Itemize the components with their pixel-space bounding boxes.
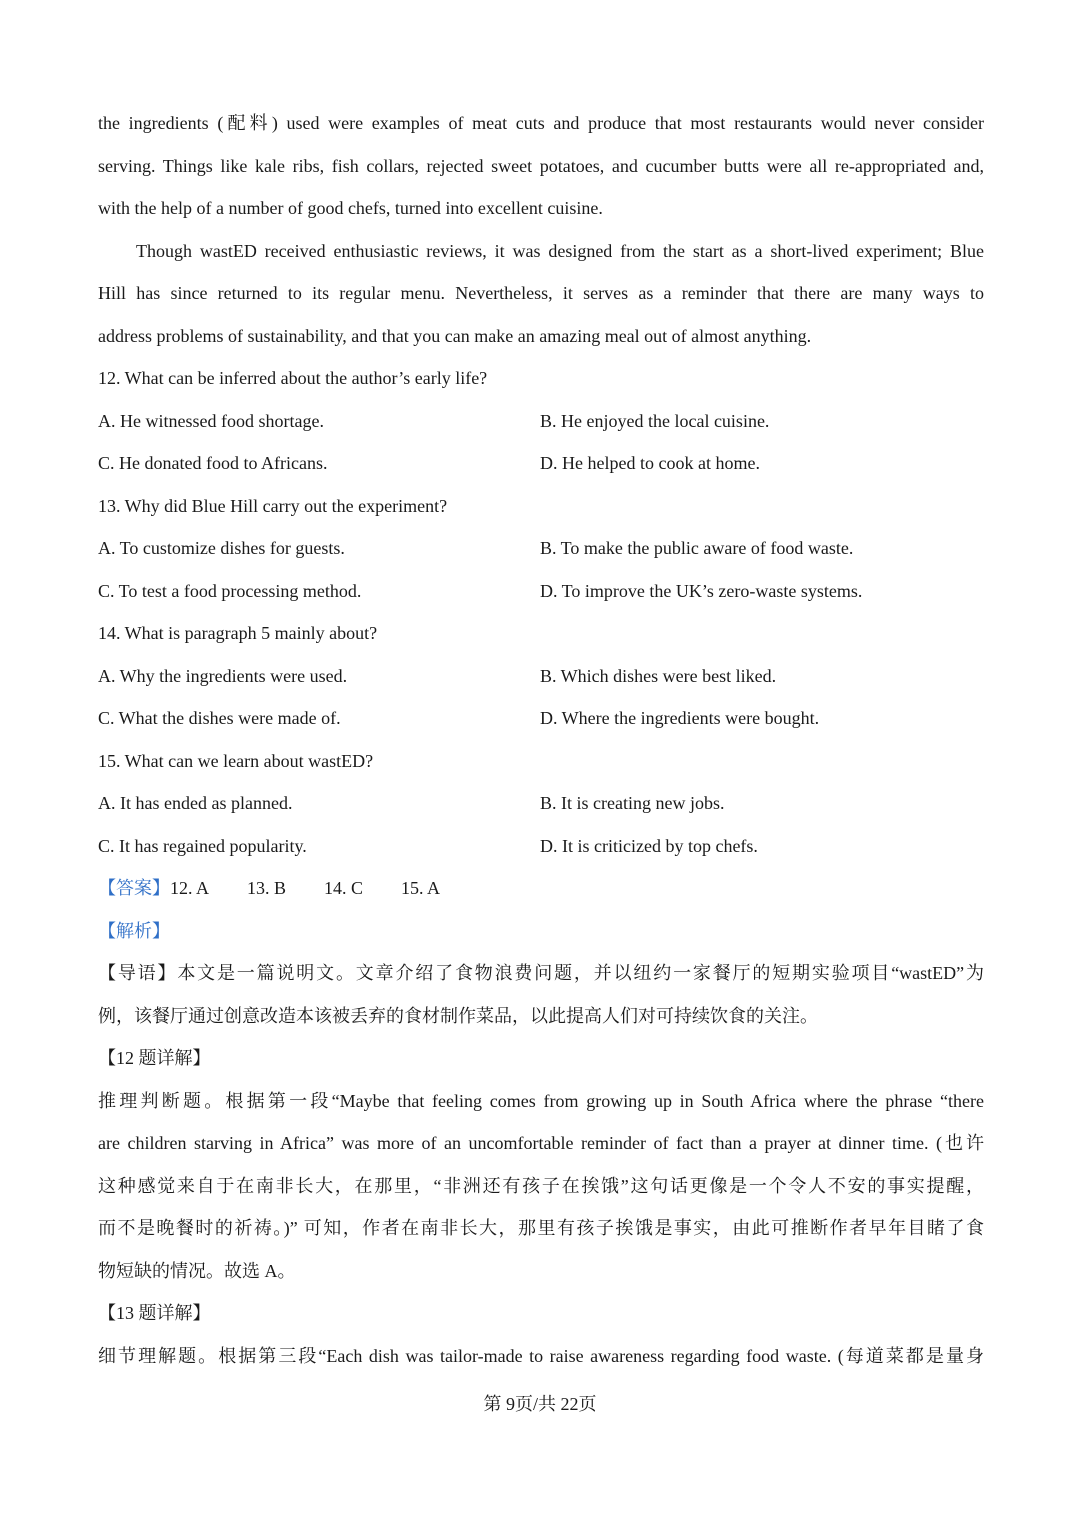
passage-line: Though wastED received enthusiastic reviews, it was designed from the start as a short-lived experiment; Blue <box>136 240 984 261</box>
q12-detail-line: 物短缺的情况。故选 A。 <box>98 1260 296 1281</box>
intro-line: 【导语】本文是一篇说明文。文章介绍了食物浪费问题，并以纽约一家餐厅的短期实验项目“wastED”为 <box>98 963 984 983</box>
option-a: A. He witnessed food shortage. <box>98 410 324 431</box>
question-stem: 14. What is paragraph 5 mainly about? <box>98 623 378 643</box>
option-d: D. Where the ingredients were bought. <box>540 708 820 728</box>
q13-detail-title: 【13 题详解】 <box>98 1303 211 1323</box>
option-a: A. To customize dishes for guests. <box>98 538 345 558</box>
page-footer: 第 9页/共 22页 <box>483 1394 597 1414</box>
option-row <box>98 655 984 698</box>
passage-line: serving. Things like kale ribs, fish collars, rejected sweet potatoes, and cucumber butts were all re-appropriated and, <box>98 155 984 176</box>
passage-line: the ingredients (配料) used were examples of meat cuts and produce that most restaurants would never consider <box>98 113 984 133</box>
question-stem: 13. Why did Blue Hill carry out the experiment? <box>98 495 448 516</box>
passage-line: with the help of a number of good chefs, turned into excellent cuisine. <box>98 198 603 218</box>
q12-detail-title: 【12 题详解】 <box>98 1048 211 1068</box>
answer-line <box>98 867 984 910</box>
analysis-label: 【解析】 <box>98 920 170 941</box>
option-row <box>98 400 984 443</box>
option-row <box>98 782 984 825</box>
answer-label: 【答案】 <box>98 878 170 898</box>
option-b: B. It is creating new jobs. <box>540 793 725 813</box>
option-a: A. Why the ingredients were used. <box>98 665 348 686</box>
q12-detail-line: 而不是晚餐时的祈祷。)” 可知，作者在南非长大，那里有孩子挨饿是事实，由此可推断作者早年目睹了食 <box>98 1218 984 1238</box>
answer-item: 14. C <box>324 878 364 898</box>
option-row <box>98 825 984 868</box>
option-row <box>98 697 984 740</box>
option-row <box>98 570 984 613</box>
option-c: C. What the dishes were made of. <box>98 708 341 728</box>
question-stem: 15. What can we learn about wastED? <box>98 750 374 771</box>
passage-line: address problems of sustainability, and that you can make an amazing meal out of almost anything. <box>98 325 812 346</box>
question-stem: 12. What can be inferred about the author’s early life? <box>98 368 488 388</box>
q13-detail-line: 细节理解题。根据第三段“Each dish was tailor-made to raise awareness regarding food waste. (每道菜都是量身 <box>98 1345 984 1366</box>
answer-item: 12. A <box>170 878 210 898</box>
intro-line: 例，该餐厅通过创意改造本该被丢弃的食材制作菜品，以此提高人们对可持续饮食的关注。 <box>98 1005 818 1026</box>
answer-item: 13. B <box>247 878 287 898</box>
option-c: C. To test a food processing method. <box>98 580 362 601</box>
option-row <box>98 442 984 485</box>
option-c: C. It has regained popularity. <box>98 835 307 856</box>
option-c: C. He donated food to Africans. <box>98 453 328 473</box>
option-b: B. To make the public aware of food waste. <box>540 538 854 558</box>
option-d: D. It is criticized by top chefs. <box>540 835 758 856</box>
answer-item: 15. A <box>401 878 441 898</box>
q12-detail-line: are children starving in Africa” was more of an uncomfortable reminder of fact than a prayer at dinner time. (也许 <box>98 1133 984 1153</box>
passage-line: Hill has since returned to its regular menu. Nevertheless, it serves as a reminder that there are many ways to <box>98 283 984 303</box>
option-d: D. He helped to cook at home. <box>540 453 760 473</box>
option-row <box>98 527 984 570</box>
document-page <box>98 102 984 1377</box>
q12-detail-line: 这种感觉来自于在南非长大，在那里，“非洲还有孩子在挨饿”这句话更像是一个令人不安的事实提醒， <box>98 1175 984 1196</box>
option-a: A. It has ended as planned. <box>98 793 293 813</box>
option-b: B. Which dishes were best liked. <box>540 665 777 686</box>
option-b: B. He enjoyed the local cuisine. <box>540 410 770 431</box>
q12-detail-line: 推理判断题。根据第一段“Maybe that feeling comes from growing up in South Africa where the phrase “there <box>98 1090 984 1111</box>
option-d: D. To improve the UK’s zero-waste systems. <box>540 580 863 601</box>
